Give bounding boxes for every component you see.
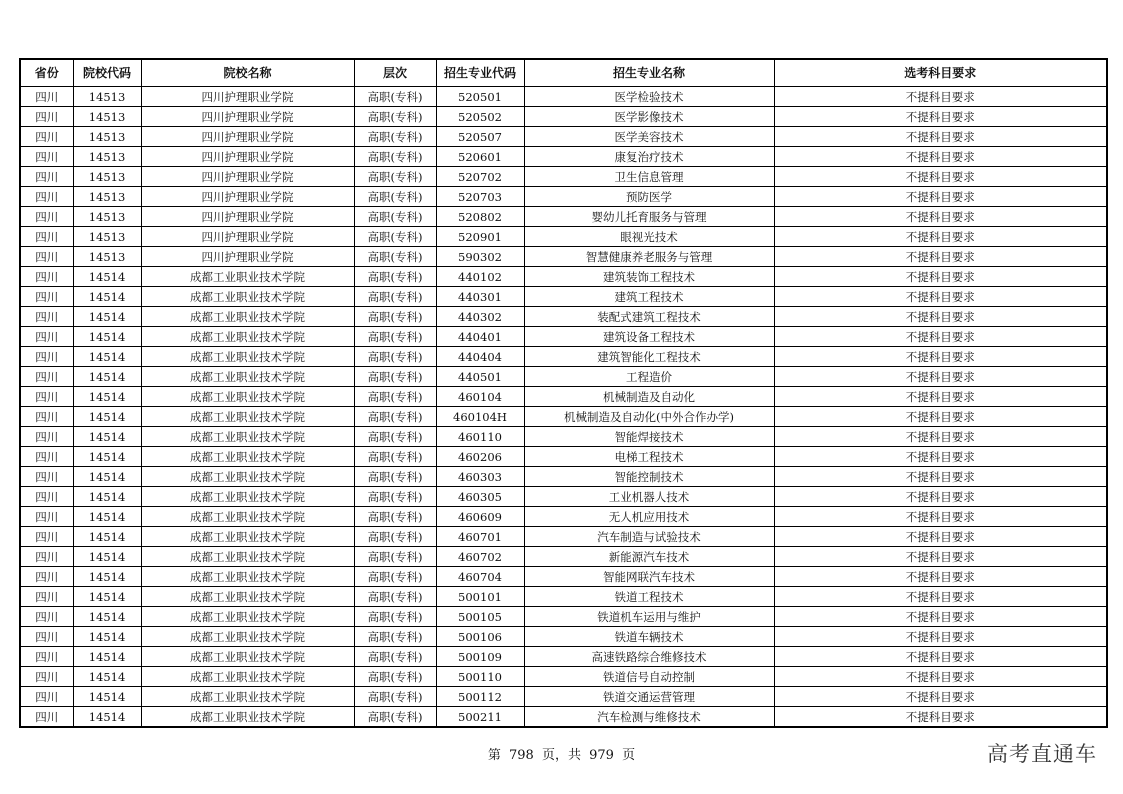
- cell-school-name: 四川护理职业学院: [141, 107, 354, 127]
- cell-province: 四川: [20, 327, 73, 347]
- cell-subject-requirement: 不提科目要求: [774, 307, 1107, 327]
- cell-province: 四川: [20, 247, 73, 267]
- page-footer: [0, 744, 1123, 763]
- cell-school-code: 14514: [73, 327, 141, 347]
- cell-major-code: 440301: [436, 287, 524, 307]
- cell-province: 四川: [20, 127, 73, 147]
- cell-school-code: 14514: [73, 587, 141, 607]
- cell-school-name: 成都工业职业技术学院: [141, 707, 354, 728]
- cell-school-name: 四川护理职业学院: [141, 87, 354, 107]
- cell-major-code: 460702: [436, 547, 524, 567]
- cell-subject-requirement: 不提科目要求: [774, 127, 1107, 147]
- cell-major-name: 机械制造及自动化: [524, 387, 774, 407]
- cell-major-name: 新能源汽车技术: [524, 547, 774, 567]
- cell-major-code: 520802: [436, 207, 524, 227]
- table-row: [20, 527, 1107, 547]
- cell-major-name: 电梯工程技术: [524, 447, 774, 467]
- cell-school-name: 成都工业职业技术学院: [141, 647, 354, 667]
- table-row: [20, 407, 1107, 427]
- cell-major-name: 工业机器人技术: [524, 487, 774, 507]
- cell-school-name: 成都工业职业技术学院: [141, 487, 354, 507]
- cell-school-code: 14514: [73, 707, 141, 728]
- table-row: [20, 627, 1107, 647]
- cell-school-name: 成都工业职业技术学院: [141, 607, 354, 627]
- cell-school-code: 14514: [73, 567, 141, 587]
- cell-school-code: 14514: [73, 267, 141, 287]
- cell-major-code: 520901: [436, 227, 524, 247]
- cell-subject-requirement: 不提科目要求: [774, 87, 1107, 107]
- cell-major-code: 440401: [436, 327, 524, 347]
- cell-major-name: 建筑工程技术: [524, 287, 774, 307]
- cell-province: 四川: [20, 227, 73, 247]
- cell-school-code: 14514: [73, 407, 141, 427]
- cell-level: 高职(专科): [354, 487, 436, 507]
- cell-province: 四川: [20, 287, 73, 307]
- cell-major-name: 建筑装饰工程技术: [524, 267, 774, 287]
- cell-school-name: 成都工业职业技术学院: [141, 687, 354, 707]
- cell-major-name: 汽车制造与试验技术: [524, 527, 774, 547]
- cell-level: 高职(专科): [354, 707, 436, 728]
- cell-subject-requirement: 不提科目要求: [774, 207, 1107, 227]
- cell-major-code: 520601: [436, 147, 524, 167]
- cell-level: 高职(专科): [354, 687, 436, 707]
- cell-school-code: 14514: [73, 347, 141, 367]
- cell-major-code: 440302: [436, 307, 524, 327]
- cell-province: 四川: [20, 567, 73, 587]
- cell-province: 四川: [20, 367, 73, 387]
- cell-school-name: 四川护理职业学院: [141, 187, 354, 207]
- cell-province: 四川: [20, 627, 73, 647]
- cell-major-code: 460704: [436, 567, 524, 587]
- table-body: [20, 87, 1107, 728]
- cell-school-name: 成都工业职业技术学院: [141, 287, 354, 307]
- cell-province: 四川: [20, 147, 73, 167]
- cell-province: 四川: [20, 407, 73, 427]
- cell-school-code: 14513: [73, 227, 141, 247]
- table-row: [20, 227, 1107, 247]
- cell-major-code: 500109: [436, 647, 524, 667]
- cell-level: 高职(专科): [354, 407, 436, 427]
- cell-subject-requirement: 不提科目要求: [774, 227, 1107, 247]
- cell-major-code: 460303: [436, 467, 524, 487]
- cell-school-name: 成都工业职业技术学院: [141, 587, 354, 607]
- cell-school-code: 14513: [73, 107, 141, 127]
- table-row: [20, 307, 1107, 327]
- cell-school-code: 14514: [73, 287, 141, 307]
- cell-level: 高职(专科): [354, 447, 436, 467]
- cell-province: 四川: [20, 467, 73, 487]
- cell-major-name: 铁道车辆技术: [524, 627, 774, 647]
- cell-major-code: 440102: [436, 267, 524, 287]
- cell-province: 四川: [20, 167, 73, 187]
- watermark-text: 高考直通车: [987, 742, 1097, 766]
- cell-school-name: 成都工业职业技术学院: [141, 307, 354, 327]
- cell-province: 四川: [20, 527, 73, 547]
- cell-school-name: 成都工业职业技术学院: [141, 327, 354, 347]
- cell-major-code: 500101: [436, 587, 524, 607]
- table-row: [20, 247, 1107, 267]
- cell-level: 高职(专科): [354, 587, 436, 607]
- cell-level: 高职(专科): [354, 347, 436, 367]
- cell-subject-requirement: 不提科目要求: [774, 607, 1107, 627]
- cell-province: 四川: [20, 667, 73, 687]
- cell-province: 四川: [20, 107, 73, 127]
- cell-level: 高职(专科): [354, 267, 436, 287]
- cell-school-code: 14514: [73, 487, 141, 507]
- cell-school-code: 14514: [73, 687, 141, 707]
- cell-major-code: 590302: [436, 247, 524, 267]
- cell-subject-requirement: 不提科目要求: [774, 647, 1107, 667]
- cell-subject-requirement: 不提科目要求: [774, 167, 1107, 187]
- table-row: [20, 447, 1107, 467]
- cell-major-code: 460104: [436, 387, 524, 407]
- header-major-name: 招生专业名称: [524, 59, 774, 87]
- cell-subject-requirement: 不提科目要求: [774, 407, 1107, 427]
- table-row: [20, 547, 1107, 567]
- cell-major-code: 520507: [436, 127, 524, 147]
- cell-major-name: 康复治疗技术: [524, 147, 774, 167]
- cell-level: 高职(专科): [354, 327, 436, 347]
- cell-school-code: 14513: [73, 247, 141, 267]
- cell-major-name: 卫生信息管理: [524, 167, 774, 187]
- cell-province: 四川: [20, 607, 73, 627]
- cell-major-name: 眼视光技术: [524, 227, 774, 247]
- cell-school-name: 成都工业职业技术学院: [141, 447, 354, 467]
- cell-subject-requirement: 不提科目要求: [774, 247, 1107, 267]
- cell-subject-requirement: 不提科目要求: [774, 447, 1107, 467]
- header-subject-requirement: 选考科目要求: [774, 59, 1107, 87]
- cell-level: 高职(专科): [354, 647, 436, 667]
- cell-major-name: 机械制造及自动化(中外合作办学): [524, 407, 774, 427]
- cell-major-code: 500106: [436, 627, 524, 647]
- cell-major-code: 440501: [436, 367, 524, 387]
- cell-school-name: 四川护理职业学院: [141, 167, 354, 187]
- cell-major-code: 460110: [436, 427, 524, 447]
- document-sheet: [19, 58, 1106, 728]
- table-row: [20, 107, 1107, 127]
- cell-subject-requirement: 不提科目要求: [774, 187, 1107, 207]
- cell-province: 四川: [20, 487, 73, 507]
- cell-major-name: 铁道交通运营管理: [524, 687, 774, 707]
- cell-level: 高职(专科): [354, 667, 436, 687]
- cell-school-code: 14514: [73, 607, 141, 627]
- table-row: [20, 387, 1107, 407]
- table-row: [20, 507, 1107, 527]
- cell-school-code: 14513: [73, 167, 141, 187]
- table-row: [20, 147, 1107, 167]
- cell-subject-requirement: 不提科目要求: [774, 687, 1107, 707]
- cell-subject-requirement: 不提科目要求: [774, 107, 1107, 127]
- table-row: [20, 707, 1107, 728]
- table-row: [20, 367, 1107, 387]
- cell-school-code: 14514: [73, 627, 141, 647]
- cell-school-code: 14514: [73, 367, 141, 387]
- header-major-code: 招生专业代码: [436, 59, 524, 87]
- cell-school-name: 成都工业职业技术学院: [141, 667, 354, 687]
- cell-subject-requirement: 不提科目要求: [774, 527, 1107, 547]
- cell-subject-requirement: 不提科目要求: [774, 707, 1107, 728]
- cell-major-name: 智能网联汽车技术: [524, 567, 774, 587]
- cell-level: 高职(专科): [354, 307, 436, 327]
- table-row: [20, 667, 1107, 687]
- cell-major-name: 建筑智能化工程技术: [524, 347, 774, 367]
- cell-province: 四川: [20, 307, 73, 327]
- cell-major-name: 铁道信号自动控制: [524, 667, 774, 687]
- cell-level: 高职(专科): [354, 187, 436, 207]
- cell-province: 四川: [20, 647, 73, 667]
- cell-school-name: 四川护理职业学院: [141, 207, 354, 227]
- cell-major-code: 460701: [436, 527, 524, 547]
- header-province: 省份: [20, 59, 73, 87]
- cell-level: 高职(专科): [354, 567, 436, 587]
- cell-major-name: 智能控制技术: [524, 467, 774, 487]
- cell-subject-requirement: 不提科目要求: [774, 627, 1107, 647]
- cell-major-name: 铁道工程技术: [524, 587, 774, 607]
- cell-school-name: 成都工业职业技术学院: [141, 467, 354, 487]
- cell-province: 四川: [20, 347, 73, 367]
- cell-level: 高职(专科): [354, 387, 436, 407]
- cell-level: 高职(专科): [354, 127, 436, 147]
- cell-province: 四川: [20, 587, 73, 607]
- cell-level: 高职(专科): [354, 167, 436, 187]
- table-row: [20, 127, 1107, 147]
- table-row: [20, 167, 1107, 187]
- cell-level: 高职(专科): [354, 247, 436, 267]
- cell-major-name: 汽车检测与维修技术: [524, 707, 774, 728]
- table-row: [20, 347, 1107, 367]
- cell-major-code: 460609: [436, 507, 524, 527]
- cell-major-name: 医学检验技术: [524, 87, 774, 107]
- cell-school-name: 成都工业职业技术学院: [141, 427, 354, 447]
- cell-major-code: 520702: [436, 167, 524, 187]
- table-row: [20, 267, 1107, 287]
- cell-subject-requirement: 不提科目要求: [774, 267, 1107, 287]
- cell-school-code: 14513: [73, 87, 141, 107]
- cell-school-code: 14513: [73, 147, 141, 167]
- cell-major-code: 460305: [436, 487, 524, 507]
- admission-table: [19, 58, 1108, 728]
- cell-major-code: 500112: [436, 687, 524, 707]
- cell-school-name: 成都工业职业技术学院: [141, 627, 354, 647]
- table-row: [20, 427, 1107, 447]
- cell-school-name: 成都工业职业技术学院: [141, 527, 354, 547]
- cell-school-name: 四川护理职业学院: [141, 227, 354, 247]
- cell-school-name: 成都工业职业技术学院: [141, 567, 354, 587]
- cell-major-name: 预防医学: [524, 187, 774, 207]
- cell-subject-requirement: 不提科目要求: [774, 547, 1107, 567]
- cell-major-code: 520703: [436, 187, 524, 207]
- cell-subject-requirement: 不提科目要求: [774, 667, 1107, 687]
- cell-level: 高职(专科): [354, 467, 436, 487]
- cell-school-code: 14514: [73, 387, 141, 407]
- cell-school-name: 成都工业职业技术学院: [141, 267, 354, 287]
- cell-level: 高职(专科): [354, 607, 436, 627]
- cell-major-name: 智能焊接技术: [524, 427, 774, 447]
- table-row: [20, 327, 1107, 347]
- cell-province: 四川: [20, 547, 73, 567]
- table-row: [20, 207, 1107, 227]
- cell-major-name: 建筑设备工程技术: [524, 327, 774, 347]
- cell-level: 高职(专科): [354, 627, 436, 647]
- cell-subject-requirement: 不提科目要求: [774, 427, 1107, 447]
- cell-school-code: 14513: [73, 207, 141, 227]
- cell-major-name: 无人机应用技术: [524, 507, 774, 527]
- table-header-row: [20, 59, 1107, 87]
- cell-province: 四川: [20, 207, 73, 227]
- cell-major-name: 铁道机车运用与维护: [524, 607, 774, 627]
- cell-school-code: 14514: [73, 447, 141, 467]
- cell-province: 四川: [20, 687, 73, 707]
- cell-school-code: 14513: [73, 127, 141, 147]
- cell-province: 四川: [20, 387, 73, 407]
- cell-major-code: 500105: [436, 607, 524, 627]
- table-row: [20, 287, 1107, 307]
- cell-school-code: 14514: [73, 307, 141, 327]
- cell-major-name: 婴幼儿托育服务与管理: [524, 207, 774, 227]
- cell-subject-requirement: 不提科目要求: [774, 147, 1107, 167]
- cell-school-code: 14514: [73, 427, 141, 447]
- cell-subject-requirement: 不提科目要求: [774, 367, 1107, 387]
- cell-major-code: 520501: [436, 87, 524, 107]
- cell-major-name: 医学美容技术: [524, 127, 774, 147]
- cell-school-name: 四川护理职业学院: [141, 127, 354, 147]
- cell-school-name: 成都工业职业技术学院: [141, 367, 354, 387]
- cell-level: 高职(专科): [354, 367, 436, 387]
- cell-major-name: 高速铁路综合维修技术: [524, 647, 774, 667]
- cell-school-name: 成都工业职业技术学院: [141, 387, 354, 407]
- header-school-name: 院校名称: [141, 59, 354, 87]
- cell-subject-requirement: 不提科目要求: [774, 387, 1107, 407]
- page-prefix: 第: [487, 748, 501, 763]
- cell-level: 高职(专科): [354, 507, 436, 527]
- cell-major-code: 500110: [436, 667, 524, 687]
- cell-province: 四川: [20, 427, 73, 447]
- table-row: [20, 647, 1107, 667]
- cell-school-code: 14514: [73, 507, 141, 527]
- cell-major-code: 460104H: [436, 407, 524, 427]
- cell-subject-requirement: 不提科目要求: [774, 347, 1107, 367]
- cell-subject-requirement: 不提科目要求: [774, 567, 1107, 587]
- header-level: 层次: [354, 59, 436, 87]
- cell-subject-requirement: 不提科目要求: [774, 487, 1107, 507]
- cell-level: 高职(专科): [354, 527, 436, 547]
- cell-school-name: 成都工业职业技术学院: [141, 507, 354, 527]
- table-row: [20, 567, 1107, 587]
- cell-school-code: 14514: [73, 527, 141, 547]
- cell-school-code: 14514: [73, 667, 141, 687]
- cell-level: 高职(专科): [354, 207, 436, 227]
- cell-level: 高职(专科): [354, 107, 436, 127]
- cell-province: 四川: [20, 267, 73, 287]
- cell-school-code: 14514: [73, 547, 141, 567]
- cell-level: 高职(专科): [354, 87, 436, 107]
- table-row: [20, 687, 1107, 707]
- cell-school-code: 14514: [73, 467, 141, 487]
- cell-school-code: 14514: [73, 647, 141, 667]
- cell-level: 高职(专科): [354, 147, 436, 167]
- cell-school-code: 14513: [73, 187, 141, 207]
- cell-subject-requirement: 不提科目要求: [774, 467, 1107, 487]
- cell-subject-requirement: 不提科目要求: [774, 287, 1107, 307]
- table-row: [20, 607, 1107, 627]
- cell-major-name: 医学影像技术: [524, 107, 774, 127]
- cell-major-name: 工程造价: [524, 367, 774, 387]
- cell-school-name: 成都工业职业技术学院: [141, 407, 354, 427]
- cell-school-name: 成都工业职业技术学院: [141, 547, 354, 567]
- cell-province: 四川: [20, 447, 73, 467]
- cell-major-code: 440404: [436, 347, 524, 367]
- cell-major-code: 460206: [436, 447, 524, 467]
- cell-major-name: 装配式建筑工程技术: [524, 307, 774, 327]
- cell-major-name: 智慧健康养老服务与管理: [524, 247, 774, 267]
- cell-level: 高职(专科): [354, 547, 436, 567]
- cell-level: 高职(专科): [354, 227, 436, 247]
- cell-major-code: 520502: [436, 107, 524, 127]
- cell-subject-requirement: 不提科目要求: [774, 507, 1107, 527]
- cell-school-name: 成都工业职业技术学院: [141, 347, 354, 367]
- cell-province: 四川: [20, 187, 73, 207]
- cell-major-code: 500211: [436, 707, 524, 728]
- table-row: [20, 487, 1107, 507]
- table-row: [20, 87, 1107, 107]
- cell-province: 四川: [20, 507, 73, 527]
- page-total: 979: [589, 748, 614, 763]
- table-row: [20, 587, 1107, 607]
- page-mid: 页，共: [541, 748, 581, 763]
- cell-school-name: 四川护理职业学院: [141, 247, 354, 267]
- cell-school-name: 四川护理职业学院: [141, 147, 354, 167]
- cell-level: 高职(专科): [354, 427, 436, 447]
- header-school-code: 院校代码: [73, 59, 141, 87]
- cell-province: 四川: [20, 707, 73, 728]
- page-suffix: 页: [622, 748, 636, 763]
- cell-province: 四川: [20, 87, 73, 107]
- page-current: 798: [509, 748, 534, 763]
- cell-subject-requirement: 不提科目要求: [774, 327, 1107, 347]
- table-row: [20, 467, 1107, 487]
- cell-level: 高职(专科): [354, 287, 436, 307]
- cell-subject-requirement: 不提科目要求: [774, 587, 1107, 607]
- table-row: [20, 187, 1107, 207]
